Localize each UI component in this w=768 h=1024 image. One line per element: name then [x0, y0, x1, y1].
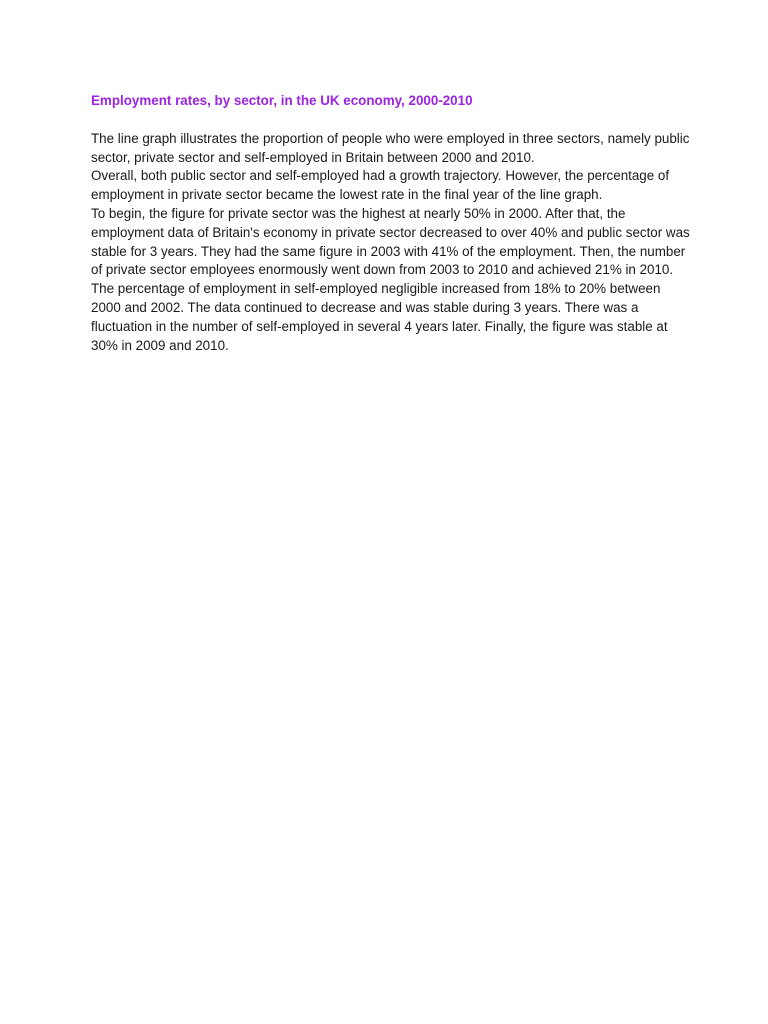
paragraph-self-employed: The percentage of employment in self-employed negligible increased from 18% to 20% between 2000 and 2002. The data continued to decrease and was stable during 3 years. There was a fluctuation in the number of self-employed in several 4 years later. Finally, the figure was stable at 30% in 2009 and 2010. — [91, 281, 668, 353]
paragraph-overview: Overall, both public sector and self-employed had a growth trajectory. However, the percentage of employment in private sector became the lowest rate in the final year of the line graph. — [91, 168, 670, 203]
paragraph-private-public-sector: To begin, the figure for private sector was the highest at nearly 50% in 2000. After that, the employment data of Britain's economy in private sector decreased to over 40% and public sector was stable for 3 years. They had the same figure in 2003 with 41% of the employment. Then, the number of private sector employees enormously went down from 2003 to 2010 and achieved 21% in 2010. — [91, 205, 690, 278]
document-body — [91, 92, 691, 355]
paragraph-introduction: The line graph illustrates the proportion of people who were employed in three sectors, namely public sector, private sector and self-employed in Britain between 2000 and 2010. — [91, 130, 690, 165]
document-title: Employment rates, by sector, in the UK economy, 2000-2010 — [91, 93, 473, 108]
